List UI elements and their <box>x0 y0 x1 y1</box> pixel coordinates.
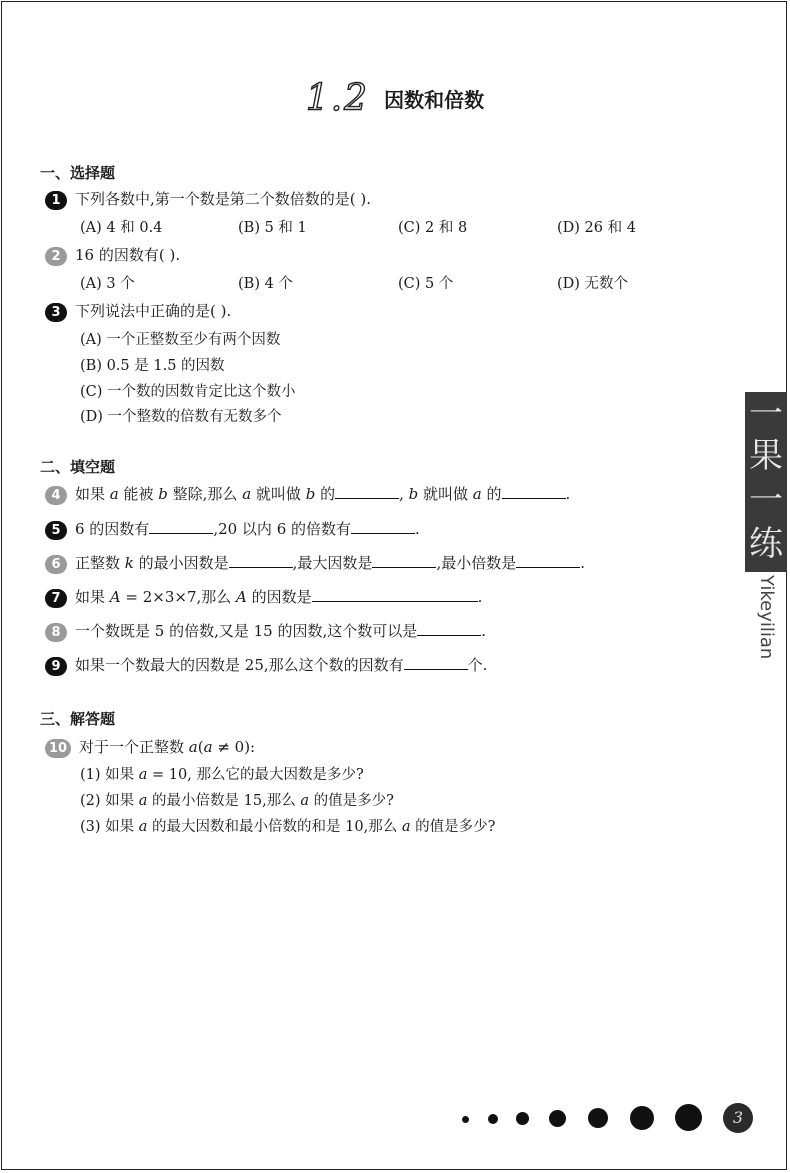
page-title <box>0 78 790 119</box>
title-text: 因数和倍数 <box>384 88 485 112</box>
text: ,20 以内 6 的倍数有 <box>213 520 352 538</box>
dot <box>675 1104 702 1131</box>
chapter-tab <box>745 392 787 572</box>
question-4 <box>45 483 570 505</box>
question-stem: 下列说法中正确的是( ). <box>75 302 232 320</box>
question-9 <box>45 654 487 676</box>
tab-latin-text: Yikeyilian <box>756 575 777 660</box>
text: = 10, 那么它的最大因数是多少? <box>147 767 364 783</box>
variable: A <box>109 588 121 606</box>
variable: a <box>188 738 198 756</box>
text: , <box>399 485 409 503</box>
variable: a <box>401 819 411 835</box>
option-a: (A) 3 个 <box>80 276 135 292</box>
question-10 <box>45 736 255 758</box>
tab-char: 一 <box>749 394 783 434</box>
text: ,最大因数是 <box>292 554 373 572</box>
text: 就叫做 <box>418 485 473 503</box>
section-heading-choice: 一、选择题 <box>40 164 116 182</box>
text: . <box>415 520 420 538</box>
option-c: (C) 2 和 8 <box>398 220 468 236</box>
text: 整除,那么 <box>167 485 243 503</box>
dot <box>630 1106 654 1130</box>
option-c: (C) 5 个 <box>398 276 454 292</box>
answer-blank[interactable] <box>149 519 213 534</box>
variable: a <box>242 485 252 503</box>
text: (2) 如果 <box>80 793 139 809</box>
text: 个. <box>467 656 488 674</box>
question-number-badge: 9 <box>45 657 67 676</box>
text: 的 <box>481 485 502 503</box>
answer-blank[interactable] <box>351 519 415 534</box>
tab-char: 果 <box>749 436 783 476</box>
question-stem: 下列各数中,第一个数是第二个数倍数的是( ). <box>75 190 372 208</box>
answer-blank[interactable] <box>502 484 566 499</box>
question-5 <box>45 518 420 540</box>
question-number-badge: 1 <box>45 191 67 210</box>
variable: a <box>138 767 148 783</box>
answer-blank[interactable] <box>417 621 481 636</box>
text: ≠ 0): <box>212 738 256 756</box>
question-number-badge: 2 <box>45 247 67 266</box>
section-heading-fill: 二、填空题 <box>40 458 116 476</box>
page-number: 3 <box>723 1103 753 1133</box>
text: 一个数既是 5 的倍数,又是 15 的因数,这个数可以是 <box>75 622 418 640</box>
variable: a <box>138 793 148 809</box>
variable: a <box>109 485 119 503</box>
variable: b <box>158 485 168 503</box>
variable: A <box>236 588 247 606</box>
question-2 <box>45 244 180 266</box>
text: 如果 <box>75 588 110 606</box>
title-number: 1.2 <box>305 78 370 119</box>
option-a: (A) 一个正整数至少有两个因数 <box>80 332 281 348</box>
text: 的最小倍数是 15,那么 <box>147 793 301 809</box>
answer-blank[interactable] <box>335 484 399 499</box>
text: 如果一个数最大的因数是 25,那么这个数的因数有 <box>75 656 404 674</box>
dot <box>462 1116 469 1123</box>
dot <box>588 1108 608 1128</box>
question-number-badge: 4 <box>45 486 67 505</box>
dot <box>549 1110 566 1127</box>
answer-blank[interactable] <box>404 655 468 670</box>
tab-char: 练 <box>749 524 783 564</box>
question-number-badge: 6 <box>45 555 67 574</box>
question-number-badge: 3 <box>45 303 67 322</box>
text: . <box>580 554 585 572</box>
variable: b <box>305 485 316 503</box>
text: 如果 <box>75 485 110 503</box>
text: . <box>481 622 487 640</box>
variable: a <box>138 819 148 835</box>
question-number-badge: 8 <box>45 623 67 642</box>
option-b: (B) 5 和 1 <box>238 220 307 236</box>
section-heading-answer: 三、解答题 <box>40 710 116 728</box>
option-d: (D) 一个整数的倍数有无数多个 <box>80 409 282 425</box>
sub-question-2 <box>80 789 394 810</box>
variable: a <box>203 738 213 756</box>
text: . <box>477 588 483 606</box>
variable: k <box>124 554 134 572</box>
question-3 <box>45 300 231 322</box>
dot <box>516 1112 529 1125</box>
text: 对于一个正整数 <box>79 738 189 756</box>
question-8 <box>45 620 486 642</box>
option-d: (D) 无数个 <box>557 276 629 292</box>
variable: b <box>408 485 419 503</box>
variable: a <box>472 485 482 503</box>
option-b: (B) 4 个 <box>238 276 293 292</box>
text: 的最小因数是 <box>133 554 229 572</box>
text: 的因数是 <box>246 588 312 606</box>
question-6 <box>45 552 585 574</box>
sub-question-3 <box>80 815 495 836</box>
question-number-badge: 7 <box>45 589 67 608</box>
text: 6 的因数有 <box>75 520 150 538</box>
question-number-badge: 10 <box>45 739 71 758</box>
sub-question-1 <box>80 763 364 784</box>
question-stem: 16 的因数有( ). <box>75 246 181 264</box>
answer-blank[interactable] <box>312 587 478 602</box>
option-a: (A) 4 和 0.4 <box>80 220 163 236</box>
text: = 2×3×7,那么 <box>120 588 237 606</box>
variable: a <box>300 793 309 809</box>
question-1 <box>45 188 371 210</box>
answer-blank[interactable] <box>516 553 580 568</box>
text: 的 <box>315 485 336 503</box>
tab-char: 一 <box>749 480 783 520</box>
text: (3) 如果 <box>80 819 139 835</box>
text: 就叫做 <box>251 485 306 503</box>
option-c: (C) 一个数的因数肯定比这个数小 <box>80 384 296 400</box>
option-d: (D) 26 和 4 <box>557 220 636 236</box>
text: 的值是多少? <box>410 819 496 835</box>
dot <box>488 1114 498 1124</box>
question-number-badge: 5 <box>45 521 67 540</box>
option-b: (B) 0.5 是 1.5 的因数 <box>80 358 225 374</box>
tab-latin-label <box>757 575 777 685</box>
question-7 <box>45 586 482 608</box>
answer-blank[interactable] <box>372 553 436 568</box>
text: 能被 <box>118 485 159 503</box>
answer-blank[interactable] <box>229 553 293 568</box>
text: ,最小倍数是 <box>436 554 517 572</box>
text: . <box>565 485 571 503</box>
text: (1) 如果 <box>80 767 139 783</box>
text: 的值是多少? <box>308 793 394 809</box>
text: ( <box>197 738 204 756</box>
text: 正整数 <box>75 554 125 572</box>
text: 的最大因数和最小倍数的和是 10,那么 <box>147 819 402 835</box>
